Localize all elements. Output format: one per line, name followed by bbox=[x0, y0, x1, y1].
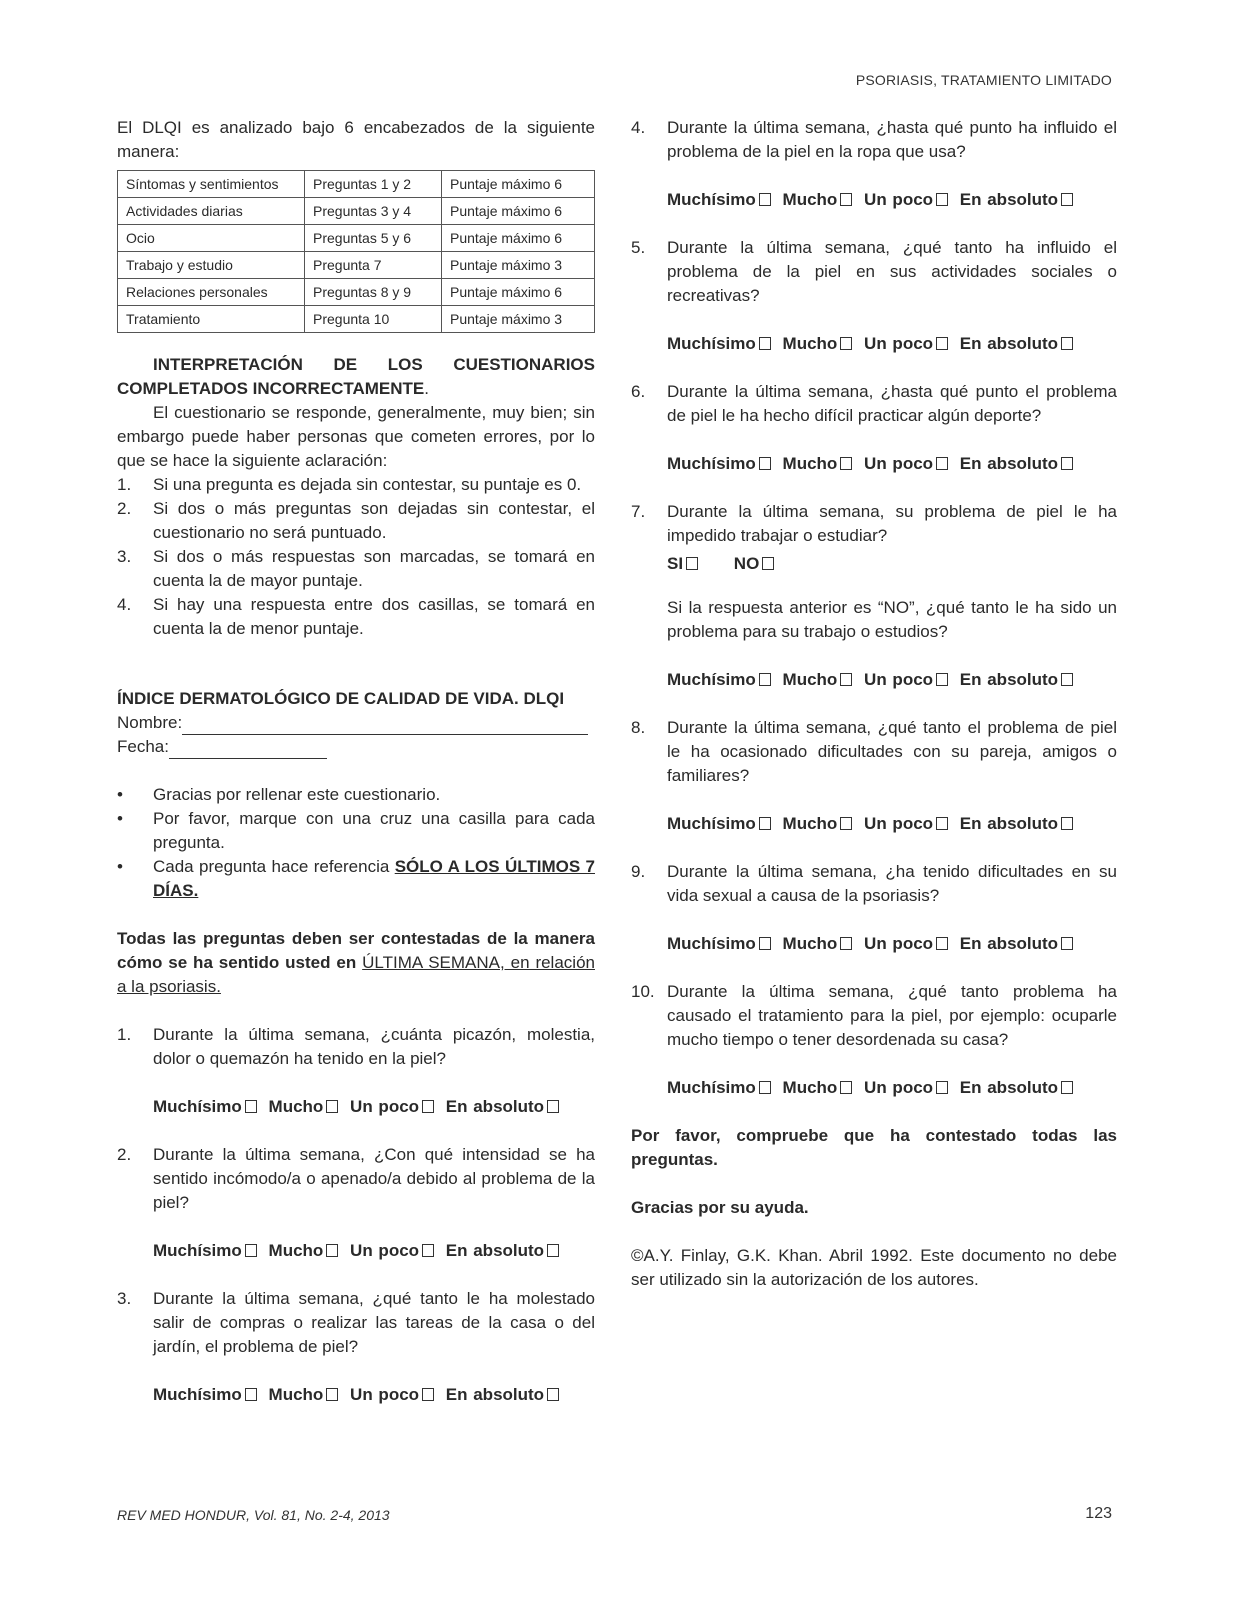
checkbox[interactable] bbox=[936, 457, 948, 470]
checkbox[interactable] bbox=[1061, 457, 1073, 470]
checkbox[interactable] bbox=[547, 1244, 559, 1257]
table-cell: Síntomas y sentimientos bbox=[118, 171, 305, 198]
checkbox[interactable] bbox=[1061, 193, 1073, 206]
dlqi-headings-table bbox=[117, 170, 595, 333]
checkbox[interactable] bbox=[422, 1244, 434, 1257]
table-cell: Preguntas 1 y 2 bbox=[305, 171, 442, 198]
table-cell: Tratamiento bbox=[118, 306, 305, 333]
nombre-field: Nombre: bbox=[117, 711, 595, 735]
table-cell: Trabajo y estudio bbox=[118, 252, 305, 279]
checkbox[interactable] bbox=[326, 1244, 338, 1257]
checkbox[interactable] bbox=[759, 673, 771, 686]
checkbox[interactable] bbox=[936, 817, 948, 830]
checkbox[interactable] bbox=[759, 1081, 771, 1094]
checkbox[interactable] bbox=[422, 1100, 434, 1113]
checkbox[interactable] bbox=[840, 817, 852, 830]
question-9: 9. Durante la última semana, ¿ha tenido dificultades en su vida sexual a causa de la psoriasis? bbox=[631, 862, 1117, 905]
table-cell: Pregunta 10 bbox=[305, 306, 442, 333]
yes-no-options: SI NO bbox=[631, 552, 1117, 576]
answer-options: Muchísimo Mucho Un poco En absoluto bbox=[631, 812, 1117, 836]
checkbox[interactable] bbox=[762, 557, 774, 570]
checkbox[interactable] bbox=[245, 1388, 257, 1401]
answer-options: Muchísimo Mucho Un poco En absoluto bbox=[631, 332, 1117, 356]
table-cell: Preguntas 8 y 9 bbox=[305, 279, 442, 306]
checkbox[interactable] bbox=[936, 937, 948, 950]
checkbox[interactable] bbox=[840, 193, 852, 206]
checkbox[interactable] bbox=[840, 337, 852, 350]
question-6: 6. Durante la última semana, ¿hasta qué punto el problema de piel le ha hecho difícil practicar algún deporte? bbox=[631, 382, 1117, 425]
question-7: 7. Durante la última semana, su problema de piel le ha impedido trabajar o estudiar? bbox=[631, 502, 1117, 545]
table-row bbox=[118, 198, 595, 225]
checkbox[interactable] bbox=[759, 817, 771, 830]
table-cell: Puntaje máximo 6 bbox=[442, 171, 595, 198]
answer-options: Muchísimo Mucho Un poco En absoluto bbox=[631, 668, 1117, 692]
interp-text: El cuestionario se responde, generalmente, muy bien; sin embargo puede haber personas que cometen errores, por lo que se hace la siguiente aclaración: bbox=[117, 403, 595, 470]
checkbox[interactable] bbox=[840, 1081, 852, 1094]
table-row bbox=[118, 306, 595, 333]
question-3: 3. Durante la última semana, ¿qué tanto le ha molestado salir de compras o realizar las tareas de la casa o del jardín, el problema de piel? bbox=[117, 1289, 595, 1356]
question-1: 1. Durante la última semana, ¿cuánta picazón, molestia, dolor o quemazón ha tenido en la piel? bbox=[117, 1025, 595, 1068]
checkbox[interactable] bbox=[936, 1081, 948, 1094]
checkbox[interactable] bbox=[547, 1388, 559, 1401]
checkbox[interactable] bbox=[245, 1244, 257, 1257]
answer-options: Muchísimo Mucho Un poco En absoluto bbox=[117, 1095, 595, 1119]
checkbox[interactable] bbox=[1061, 337, 1073, 350]
question-2: 2. Durante la última semana, ¿Con qué intensidad se ha sentido incómodo/a o apenado/a debido al problema de la piel? bbox=[117, 1145, 595, 1212]
checkbox[interactable] bbox=[547, 1100, 559, 1113]
list-item: 2. Si dos o más preguntas son dejadas sin contestar, el cuestionario no será puntuado. bbox=[117, 499, 595, 542]
checkbox[interactable] bbox=[326, 1100, 338, 1113]
checkbox[interactable] bbox=[759, 937, 771, 950]
interp-title: INTERPRETACIÓN DE LOS CUESTIONARIOS COMPLETADOS INCORRECTAMENTE bbox=[117, 355, 595, 398]
running-header: PSORIASIS, TRATAMIENTO LIMITADO bbox=[855, 72, 1112, 88]
interp-heading: INTERPRETACIÓN DE LOS CUESTIONARIOS COMPLETADOS INCORRECTAMENTE. bbox=[117, 355, 595, 398]
checkbox[interactable] bbox=[936, 337, 948, 350]
table-cell: Preguntas 3 y 4 bbox=[305, 198, 442, 225]
checkbox[interactable] bbox=[759, 337, 771, 350]
table-cell: Ocio bbox=[118, 225, 305, 252]
thanks-note: Gracias por su ayuda. bbox=[631, 1198, 809, 1217]
table-cell: Preguntas 5 y 6 bbox=[305, 225, 442, 252]
answer-options: Muchísimo Mucho Un poco En absoluto bbox=[631, 932, 1117, 956]
table-cell: Puntaje máximo 3 bbox=[442, 252, 595, 279]
checkbox[interactable] bbox=[686, 557, 698, 570]
intro-text: El DLQI es analizado bajo 6 encabezados de la siguiente manera: bbox=[117, 118, 595, 161]
left-column bbox=[117, 116, 595, 1407]
list-item: 4. Si hay una respuesta entre dos casillas, se tomará en cuenta la de menor puntaje. bbox=[117, 595, 595, 638]
answer-options: Muchísimo Mucho Un poco En absoluto bbox=[631, 452, 1117, 476]
checkbox[interactable] bbox=[326, 1388, 338, 1401]
page-number: 123 bbox=[1085, 1505, 1112, 1522]
checkbox[interactable] bbox=[1061, 673, 1073, 686]
table-cell: Puntaje máximo 6 bbox=[442, 198, 595, 225]
list-item: • Por favor, marque con una cruz una casilla para cada pregunta. bbox=[117, 809, 595, 852]
list-item: 1. Si una pregunta es dejada sin contestar, su puntaje es 0. bbox=[117, 475, 582, 494]
checkbox[interactable] bbox=[840, 457, 852, 470]
answer-options: Muchísimo Mucho Un poco En absoluto bbox=[631, 188, 1117, 212]
table-cell: Puntaje máximo 6 bbox=[442, 279, 595, 306]
list-item: • Cada pregunta hace referencia SÓLO A LOS ÚLTIMOS 7 DÍAS. bbox=[117, 857, 595, 900]
table-row bbox=[118, 252, 595, 279]
fecha-field: Fecha: bbox=[117, 735, 595, 759]
question-5: 5. Durante la última semana, ¿qué tanto ha influido el problema de la piel en sus actividades sociales o recreativas? bbox=[631, 238, 1117, 305]
checkbox[interactable] bbox=[759, 193, 771, 206]
table-cell: Relaciones personales bbox=[118, 279, 305, 306]
answer-options: Muchísimo Mucho Un poco En absoluto bbox=[117, 1239, 595, 1263]
instructions: Todas las preguntas deben ser contestadas de la manera cómo se ha sentido usted en ÚLTIMA SEMANA, en relación a la psoriasis. bbox=[117, 929, 595, 996]
journal-citation: REV MED HONDUR, Vol. 81, No. 2-4, 2013 bbox=[117, 1507, 390, 1523]
question-4: 4. Durante la última semana, ¿hasta qué punto ha influido el problema de la piel en la ropa que usa? bbox=[631, 118, 1117, 161]
question-10: 10. Durante la última semana, ¿qué tanto problema ha causado el tratamiento para la piel, por ejemplo: ocuparle mucho tiempo o tener desordenada su casa? bbox=[631, 982, 1117, 1049]
checkbox[interactable] bbox=[422, 1388, 434, 1401]
checkbox[interactable] bbox=[245, 1100, 257, 1113]
checkbox[interactable] bbox=[1061, 937, 1073, 950]
table-cell: Actividades diarias bbox=[118, 198, 305, 225]
right-column bbox=[631, 116, 1117, 1292]
answer-options: Muchísimo Mucho Un poco En absoluto bbox=[631, 1076, 1117, 1100]
table-cell: Puntaje máximo 6 bbox=[442, 225, 595, 252]
checkbox[interactable] bbox=[936, 673, 948, 686]
checkbox[interactable] bbox=[759, 457, 771, 470]
list-item: 3. Si dos o más respuestas son marcadas, se tomará en cuenta la de mayor puntaje. bbox=[117, 547, 595, 590]
table-row bbox=[118, 225, 595, 252]
table-cell: Puntaje máximo 3 bbox=[442, 306, 595, 333]
copyright-note: ©A.Y. Finlay, G.K. Khan. Abril 1992. Este documento no debe ser utilizado sin la autorización de los autores. bbox=[631, 1246, 1117, 1289]
table-row bbox=[118, 279, 595, 306]
fecha-line[interactable] bbox=[169, 740, 327, 759]
checkbox[interactable] bbox=[840, 937, 852, 950]
answer-options: Muchísimo Mucho Un poco En absoluto bbox=[117, 1383, 595, 1407]
table-cell: Pregunta 7 bbox=[305, 252, 442, 279]
checkbox[interactable] bbox=[1061, 817, 1073, 830]
checkbox[interactable] bbox=[840, 673, 852, 686]
list-item: • Gracias por rellenar este cuestionario. bbox=[117, 785, 441, 804]
checkbox[interactable] bbox=[936, 193, 948, 206]
followup-question: Si la respuesta anterior es “NO”, ¿qué tanto le ha sido un problema para su trabajo o estudios? bbox=[667, 598, 1117, 641]
nombre-line[interactable] bbox=[182, 716, 588, 735]
question-8: 8. Durante la última semana, ¿qué tanto el problema de piel le ha ocasionado dificultades con su pareja, amigos o familiares? bbox=[631, 718, 1117, 785]
table-row bbox=[118, 171, 595, 198]
check-note: Por favor, compruebe que ha contestado todas las preguntas. bbox=[631, 1126, 1117, 1169]
dlqi-title: ÍNDICE DERMATOLÓGICO DE CALIDAD DE VIDA. DLQI bbox=[117, 689, 565, 708]
checkbox[interactable] bbox=[1061, 1081, 1073, 1094]
